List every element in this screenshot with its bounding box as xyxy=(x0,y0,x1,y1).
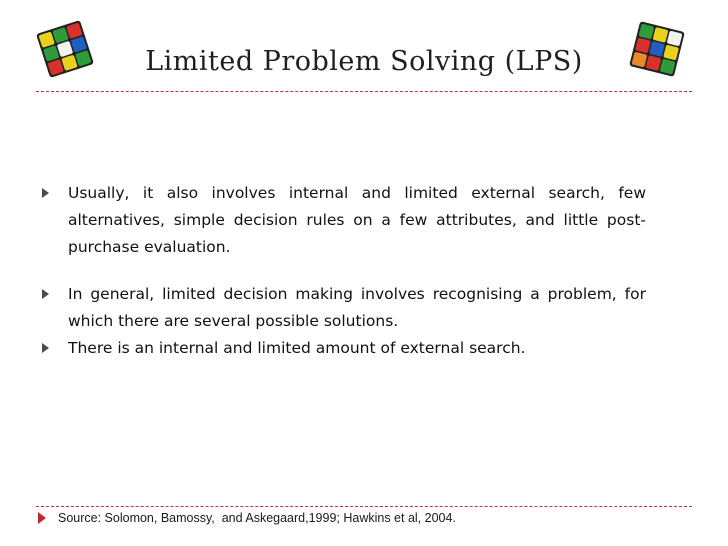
bullet-item xyxy=(40,281,646,335)
triangle-bullet-icon xyxy=(42,289,49,299)
triangle-bullet-icon xyxy=(42,343,49,353)
bullet-text: Usually, it also involves internal and limited external search, few alternatives, simple decision rules on a few attributes, and little post-purchase evaluation. xyxy=(68,184,646,256)
bullet-text: There is an internal and limited amount of external search. xyxy=(68,339,526,357)
bullet-item xyxy=(40,180,646,261)
bullet-text: In general, limited decision making involves recognising a problem, for which there are several possible solutions. xyxy=(68,285,646,330)
bullet-item xyxy=(40,335,646,362)
slide-title: Limited Problem Solving (LPS) xyxy=(145,46,583,77)
triangle-bullet-icon xyxy=(38,512,46,524)
bullet-list xyxy=(40,180,646,362)
footer-divider xyxy=(36,506,692,507)
title-divider xyxy=(36,91,692,92)
triangle-bullet-icon xyxy=(42,188,49,198)
source-citation: Source: Solomon, Bamossy, and Askegaard,1999; Hawkins et al, 2004. xyxy=(58,511,456,525)
